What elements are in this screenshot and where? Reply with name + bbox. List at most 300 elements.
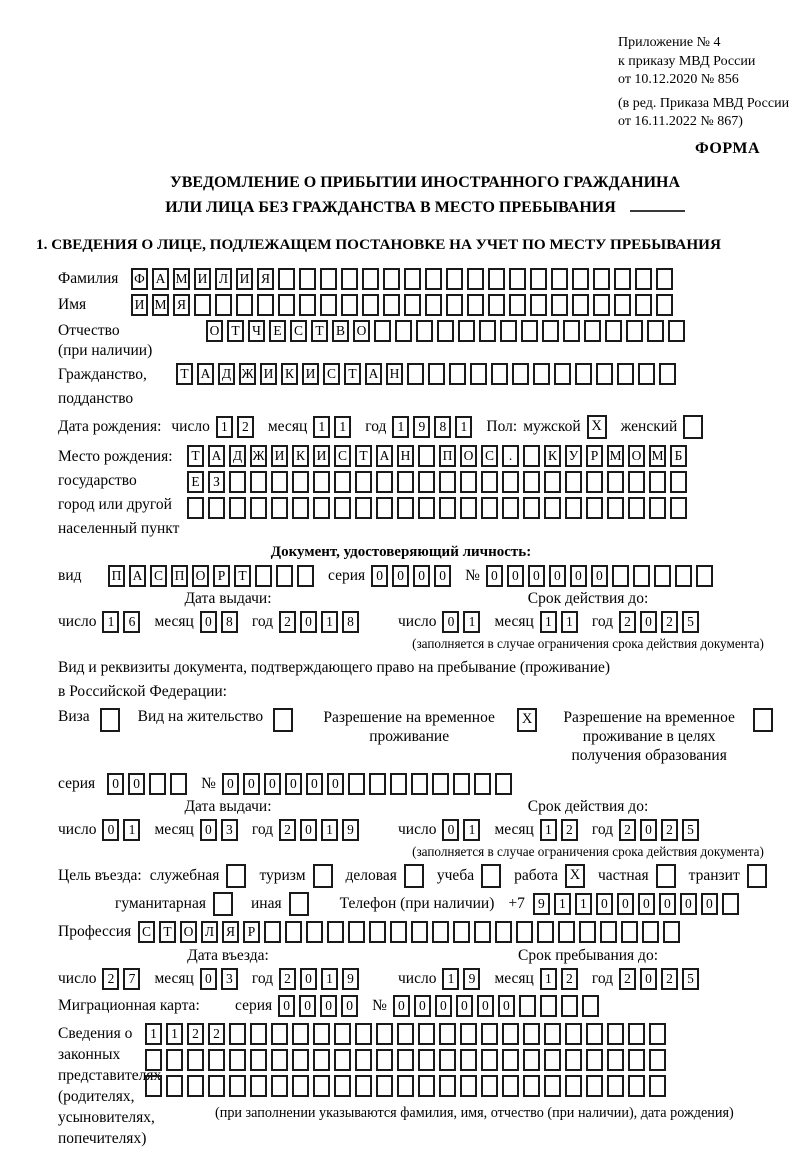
char-cell[interactable] bbox=[544, 471, 561, 493]
char-cell[interactable]: Л bbox=[215, 268, 232, 290]
char-cell[interactable]: О bbox=[180, 921, 197, 943]
char-cell[interactable] bbox=[575, 363, 592, 385]
phone-input[interactable] bbox=[533, 893, 743, 915]
char-cell[interactable] bbox=[320, 268, 337, 290]
char-cell[interactable] bbox=[439, 471, 456, 493]
stay-year-input[interactable] bbox=[619, 968, 703, 990]
char-cell[interactable] bbox=[488, 268, 505, 290]
char-cell[interactable]: А bbox=[197, 363, 214, 385]
char-cell[interactable] bbox=[586, 471, 603, 493]
char-cell[interactable]: 1 bbox=[442, 968, 459, 990]
char-cell[interactable] bbox=[348, 773, 365, 795]
char-cell[interactable] bbox=[696, 565, 713, 587]
char-cell[interactable]: Я bbox=[257, 268, 274, 290]
char-cell[interactable]: Т bbox=[159, 921, 176, 943]
char-cell[interactable] bbox=[313, 1049, 330, 1071]
char-cell[interactable]: 0 bbox=[596, 893, 613, 915]
char-cell[interactable] bbox=[544, 1075, 561, 1097]
char-cell[interactable]: 5 bbox=[682, 819, 699, 841]
char-cell[interactable] bbox=[586, 1023, 603, 1045]
char-cell[interactable] bbox=[638, 363, 655, 385]
title-blank-underline[interactable] bbox=[630, 197, 685, 212]
char-cell[interactable]: 0 bbox=[434, 565, 451, 587]
char-cell[interactable] bbox=[509, 268, 526, 290]
char-cell[interactable] bbox=[607, 1049, 624, 1071]
purpose-study-checkbox[interactable] bbox=[481, 864, 505, 888]
char-cell[interactable] bbox=[411, 773, 428, 795]
representatives-input-row1[interactable] bbox=[145, 1023, 734, 1045]
char-cell[interactable]: 9 bbox=[342, 819, 359, 841]
char-cell[interactable] bbox=[491, 363, 508, 385]
char-cell[interactable] bbox=[481, 471, 498, 493]
given-name-input[interactable] bbox=[131, 294, 677, 316]
char-cell[interactable] bbox=[334, 1075, 351, 1097]
char-cell[interactable]: Ч bbox=[248, 320, 265, 342]
char-cell[interactable]: 1 bbox=[313, 416, 330, 438]
permit-issue-month-input[interactable] bbox=[200, 819, 242, 841]
char-cell[interactable] bbox=[439, 1023, 456, 1045]
char-cell[interactable]: Р bbox=[586, 445, 603, 467]
char-cell[interactable] bbox=[432, 921, 449, 943]
sex-female-checkbox[interactable] bbox=[683, 415, 707, 439]
char-cell[interactable] bbox=[264, 921, 281, 943]
char-cell[interactable] bbox=[617, 363, 634, 385]
char-cell[interactable]: 1 bbox=[321, 819, 338, 841]
permit-issue-year-input[interactable] bbox=[279, 819, 363, 841]
migration-number-input[interactable] bbox=[393, 995, 603, 1017]
char-cell[interactable]: 0 bbox=[680, 893, 697, 915]
char-cell[interactable]: Н bbox=[386, 363, 403, 385]
char-cell[interactable]: К bbox=[281, 363, 298, 385]
char-cell[interactable]: 1 bbox=[554, 893, 571, 915]
char-cell[interactable] bbox=[495, 921, 512, 943]
char-cell[interactable]: 1 bbox=[321, 611, 338, 633]
char-cell[interactable] bbox=[467, 268, 484, 290]
residence-permit-checkbox[interactable] bbox=[273, 708, 297, 732]
char-cell[interactable]: 2 bbox=[279, 611, 296, 633]
char-cell[interactable]: Т bbox=[227, 320, 244, 342]
char-cell[interactable]: 8 bbox=[342, 611, 359, 633]
char-cell[interactable] bbox=[313, 1023, 330, 1045]
char-cell[interactable]: М bbox=[152, 294, 169, 316]
char-cell[interactable]: 0 bbox=[300, 611, 317, 633]
char-cell[interactable]: 0 bbox=[320, 995, 337, 1017]
char-cell[interactable]: С bbox=[150, 565, 167, 587]
char-cell[interactable] bbox=[383, 268, 400, 290]
permit-number-input[interactable] bbox=[222, 773, 516, 795]
char-cell[interactable] bbox=[439, 497, 456, 519]
char-cell[interactable] bbox=[628, 1049, 645, 1071]
char-cell[interactable]: 1 bbox=[455, 416, 472, 438]
purpose-tourism-checkbox[interactable] bbox=[313, 864, 337, 888]
char-cell[interactable]: 0 bbox=[640, 611, 657, 633]
char-cell[interactable] bbox=[170, 773, 187, 795]
char-cell[interactable] bbox=[428, 363, 445, 385]
char-cell[interactable] bbox=[537, 921, 554, 943]
char-cell[interactable]: 2 bbox=[102, 968, 119, 990]
permit-issue-day-input[interactable] bbox=[102, 819, 144, 841]
char-cell[interactable] bbox=[355, 1023, 372, 1045]
char-cell[interactable]: 9 bbox=[463, 968, 480, 990]
char-cell[interactable] bbox=[561, 995, 578, 1017]
profession-input[interactable] bbox=[138, 921, 684, 943]
char-cell[interactable]: 0 bbox=[102, 819, 119, 841]
temp-permit-checkbox[interactable] bbox=[517, 708, 541, 732]
char-cell[interactable] bbox=[542, 320, 559, 342]
char-cell[interactable]: 2 bbox=[619, 819, 636, 841]
migration-series-input[interactable] bbox=[278, 995, 362, 1017]
char-cell[interactable]: 0 bbox=[200, 611, 217, 633]
char-cell[interactable] bbox=[446, 268, 463, 290]
char-cell[interactable] bbox=[659, 363, 676, 385]
char-cell[interactable]: 0 bbox=[456, 995, 473, 1017]
passport-valid-day-input[interactable] bbox=[442, 611, 484, 633]
char-cell[interactable]: И bbox=[194, 268, 211, 290]
char-cell[interactable] bbox=[278, 268, 295, 290]
char-cell[interactable]: 1 bbox=[216, 416, 233, 438]
char-cell[interactable]: 0 bbox=[640, 819, 657, 841]
char-cell[interactable] bbox=[257, 294, 274, 316]
visa-checkbox[interactable] bbox=[100, 708, 124, 732]
char-cell[interactable]: 2 bbox=[208, 1023, 225, 1045]
char-cell[interactable] bbox=[418, 1075, 435, 1097]
char-cell[interactable] bbox=[633, 565, 650, 587]
char-cell[interactable] bbox=[470, 363, 487, 385]
char-cell[interactable]: 0 bbox=[570, 565, 587, 587]
char-cell[interactable] bbox=[313, 864, 333, 888]
char-cell[interactable]: X bbox=[565, 864, 585, 888]
char-cell[interactable] bbox=[208, 1049, 225, 1071]
char-cell[interactable]: 1 bbox=[166, 1023, 183, 1045]
char-cell[interactable] bbox=[348, 921, 365, 943]
char-cell[interactable] bbox=[481, 497, 498, 519]
char-cell[interactable] bbox=[614, 294, 631, 316]
char-cell[interactable] bbox=[166, 1049, 183, 1071]
char-cell[interactable] bbox=[374, 320, 391, 342]
char-cell[interactable]: О bbox=[192, 565, 209, 587]
permit-valid-month-input[interactable] bbox=[540, 819, 582, 841]
char-cell[interactable] bbox=[383, 294, 400, 316]
char-cell[interactable] bbox=[453, 773, 470, 795]
char-cell[interactable] bbox=[276, 565, 293, 587]
char-cell[interactable] bbox=[313, 497, 330, 519]
char-cell[interactable] bbox=[675, 565, 692, 587]
char-cell[interactable]: М bbox=[649, 445, 666, 467]
stay-month-input[interactable] bbox=[540, 968, 582, 990]
char-cell[interactable] bbox=[250, 1049, 267, 1071]
char-cell[interactable]: 0 bbox=[549, 565, 566, 587]
char-cell[interactable]: 1 bbox=[463, 819, 480, 841]
char-cell[interactable] bbox=[416, 320, 433, 342]
doc-number-input[interactable] bbox=[486, 565, 717, 587]
char-cell[interactable] bbox=[355, 1049, 372, 1071]
char-cell[interactable]: Т bbox=[311, 320, 328, 342]
char-cell[interactable] bbox=[628, 497, 645, 519]
char-cell[interactable] bbox=[355, 471, 372, 493]
char-cell[interactable] bbox=[271, 497, 288, 519]
purpose-other-checkbox[interactable] bbox=[289, 892, 313, 916]
char-cell[interactable]: 0 bbox=[507, 565, 524, 587]
char-cell[interactable]: 1 bbox=[145, 1023, 162, 1045]
char-cell[interactable]: 0 bbox=[477, 995, 494, 1017]
char-cell[interactable]: 1 bbox=[561, 611, 578, 633]
char-cell[interactable] bbox=[369, 921, 386, 943]
char-cell[interactable] bbox=[523, 445, 540, 467]
char-cell[interactable] bbox=[250, 1075, 267, 1097]
citizenship-input[interactable] bbox=[176, 363, 680, 385]
char-cell[interactable] bbox=[334, 1023, 351, 1045]
passport-issue-month-input[interactable] bbox=[200, 611, 242, 633]
char-cell[interactable]: У bbox=[565, 445, 582, 467]
char-cell[interactable] bbox=[376, 497, 393, 519]
char-cell[interactable]: 9 bbox=[533, 893, 550, 915]
char-cell[interactable]: 2 bbox=[561, 968, 578, 990]
char-cell[interactable]: И bbox=[131, 294, 148, 316]
char-cell[interactable] bbox=[187, 497, 204, 519]
char-cell[interactable]: Б bbox=[670, 445, 687, 467]
char-cell[interactable] bbox=[432, 773, 449, 795]
char-cell[interactable]: 1 bbox=[321, 968, 338, 990]
char-cell[interactable]: 0 bbox=[107, 773, 124, 795]
char-cell[interactable] bbox=[145, 1075, 162, 1097]
char-cell[interactable] bbox=[509, 294, 526, 316]
char-cell[interactable] bbox=[628, 471, 645, 493]
char-cell[interactable]: И bbox=[313, 445, 330, 467]
char-cell[interactable] bbox=[612, 565, 629, 587]
char-cell[interactable] bbox=[292, 497, 309, 519]
char-cell[interactable]: 0 bbox=[128, 773, 145, 795]
char-cell[interactable] bbox=[530, 294, 547, 316]
char-cell[interactable] bbox=[404, 268, 421, 290]
char-cell[interactable]: 0 bbox=[414, 995, 431, 1017]
char-cell[interactable] bbox=[362, 294, 379, 316]
char-cell[interactable]: 3 bbox=[221, 819, 238, 841]
char-cell[interactable] bbox=[649, 1023, 666, 1045]
char-cell[interactable] bbox=[628, 1023, 645, 1045]
char-cell[interactable] bbox=[376, 1023, 393, 1045]
passport-valid-year-input[interactable] bbox=[619, 611, 703, 633]
char-cell[interactable] bbox=[722, 893, 739, 915]
char-cell[interactable]: 0 bbox=[498, 995, 515, 1017]
permit-series-input[interactable] bbox=[107, 773, 191, 795]
char-cell[interactable] bbox=[208, 497, 225, 519]
entry-day-input[interactable] bbox=[102, 968, 144, 990]
char-cell[interactable]: 0 bbox=[486, 565, 503, 587]
passport-issue-year-input[interactable] bbox=[279, 611, 363, 633]
char-cell[interactable] bbox=[355, 497, 372, 519]
char-cell[interactable]: Т bbox=[187, 445, 204, 467]
entry-month-input[interactable] bbox=[200, 968, 242, 990]
passport-issue-day-input[interactable] bbox=[102, 611, 144, 633]
char-cell[interactable]: X bbox=[517, 708, 537, 732]
representatives-input-row2[interactable] bbox=[145, 1049, 734, 1071]
char-cell[interactable] bbox=[236, 294, 253, 316]
char-cell[interactable] bbox=[530, 268, 547, 290]
char-cell[interactable]: 0 bbox=[306, 773, 323, 795]
char-cell[interactable] bbox=[565, 1023, 582, 1045]
char-cell[interactable] bbox=[208, 1075, 225, 1097]
char-cell[interactable] bbox=[621, 921, 638, 943]
char-cell[interactable]: С bbox=[334, 445, 351, 467]
birth-month-input[interactable] bbox=[313, 416, 355, 438]
char-cell[interactable]: 6 bbox=[123, 611, 140, 633]
char-cell[interactable]: А bbox=[129, 565, 146, 587]
char-cell[interactable] bbox=[229, 497, 246, 519]
birth-year-input[interactable] bbox=[392, 416, 476, 438]
char-cell[interactable]: О bbox=[460, 445, 477, 467]
char-cell[interactable] bbox=[390, 921, 407, 943]
char-cell[interactable] bbox=[481, 1075, 498, 1097]
char-cell[interactable]: Е bbox=[187, 471, 204, 493]
char-cell[interactable]: А bbox=[365, 363, 382, 385]
char-cell[interactable]: И bbox=[260, 363, 277, 385]
char-cell[interactable] bbox=[460, 1049, 477, 1071]
char-cell[interactable]: Е bbox=[269, 320, 286, 342]
char-cell[interactable] bbox=[187, 1049, 204, 1071]
purpose-private-checkbox[interactable] bbox=[656, 864, 680, 888]
char-cell[interactable]: 0 bbox=[435, 995, 452, 1017]
char-cell[interactable]: А bbox=[376, 445, 393, 467]
char-cell[interactable]: С bbox=[138, 921, 155, 943]
char-cell[interactable] bbox=[255, 565, 272, 587]
char-cell[interactable] bbox=[551, 294, 568, 316]
char-cell[interactable] bbox=[495, 773, 512, 795]
permit-valid-day-input[interactable] bbox=[442, 819, 484, 841]
char-cell[interactable] bbox=[229, 1049, 246, 1071]
char-cell[interactable] bbox=[481, 864, 501, 888]
char-cell[interactable] bbox=[519, 995, 536, 1017]
char-cell[interactable]: С bbox=[323, 363, 340, 385]
char-cell[interactable]: 0 bbox=[638, 893, 655, 915]
char-cell[interactable]: З bbox=[208, 471, 225, 493]
char-cell[interactable] bbox=[250, 497, 267, 519]
char-cell[interactable] bbox=[273, 708, 293, 732]
char-cell[interactable] bbox=[523, 1023, 540, 1045]
purpose-work-checkbox[interactable] bbox=[565, 864, 589, 888]
char-cell[interactable]: 0 bbox=[442, 819, 459, 841]
char-cell[interactable]: 0 bbox=[264, 773, 281, 795]
char-cell[interactable] bbox=[649, 497, 666, 519]
char-cell[interactable] bbox=[565, 497, 582, 519]
char-cell[interactable] bbox=[215, 294, 232, 316]
char-cell[interactable] bbox=[292, 1075, 309, 1097]
char-cell[interactable] bbox=[271, 1075, 288, 1097]
char-cell[interactable] bbox=[582, 995, 599, 1017]
char-cell[interactable] bbox=[299, 294, 316, 316]
char-cell[interactable] bbox=[299, 268, 316, 290]
char-cell[interactable]: 2 bbox=[661, 611, 678, 633]
char-cell[interactable] bbox=[460, 1075, 477, 1097]
char-cell[interactable] bbox=[341, 294, 358, 316]
char-cell[interactable] bbox=[544, 497, 561, 519]
char-cell[interactable] bbox=[250, 1023, 267, 1045]
char-cell[interactable] bbox=[558, 921, 575, 943]
char-cell[interactable]: 2 bbox=[279, 819, 296, 841]
char-cell[interactable] bbox=[544, 1023, 561, 1045]
char-cell[interactable] bbox=[474, 921, 491, 943]
char-cell[interactable]: 0 bbox=[371, 565, 388, 587]
char-cell[interactable] bbox=[376, 471, 393, 493]
char-cell[interactable] bbox=[100, 708, 120, 732]
char-cell[interactable] bbox=[397, 471, 414, 493]
char-cell[interactable]: Т bbox=[344, 363, 361, 385]
char-cell[interactable] bbox=[540, 995, 557, 1017]
char-cell[interactable] bbox=[628, 1075, 645, 1097]
passport-valid-month-input[interactable] bbox=[540, 611, 582, 633]
char-cell[interactable] bbox=[656, 864, 676, 888]
char-cell[interactable] bbox=[446, 294, 463, 316]
char-cell[interactable]: 8 bbox=[221, 611, 238, 633]
char-cell[interactable]: X bbox=[587, 415, 607, 439]
birth-day-input[interactable] bbox=[216, 416, 258, 438]
char-cell[interactable] bbox=[502, 1023, 519, 1045]
char-cell[interactable] bbox=[250, 471, 267, 493]
char-cell[interactable] bbox=[747, 864, 767, 888]
char-cell[interactable] bbox=[404, 294, 421, 316]
char-cell[interactable] bbox=[453, 921, 470, 943]
char-cell[interactable] bbox=[502, 497, 519, 519]
char-cell[interactable]: 0 bbox=[659, 893, 676, 915]
char-cell[interactable] bbox=[626, 320, 643, 342]
char-cell[interactable]: 9 bbox=[342, 968, 359, 990]
char-cell[interactable] bbox=[683, 415, 703, 439]
char-cell[interactable]: Я bbox=[173, 294, 190, 316]
char-cell[interactable] bbox=[605, 320, 622, 342]
char-cell[interactable] bbox=[584, 320, 601, 342]
char-cell[interactable]: 0 bbox=[640, 968, 657, 990]
char-cell[interactable] bbox=[289, 892, 309, 916]
char-cell[interactable] bbox=[292, 471, 309, 493]
char-cell[interactable] bbox=[418, 497, 435, 519]
char-cell[interactable] bbox=[753, 708, 773, 732]
char-cell[interactable] bbox=[512, 363, 529, 385]
char-cell[interactable]: 0 bbox=[392, 565, 409, 587]
char-cell[interactable] bbox=[437, 320, 454, 342]
char-cell[interactable] bbox=[551, 268, 568, 290]
char-cell[interactable] bbox=[521, 320, 538, 342]
char-cell[interactable] bbox=[607, 1075, 624, 1097]
char-cell[interactable]: П bbox=[439, 445, 456, 467]
char-cell[interactable] bbox=[390, 773, 407, 795]
char-cell[interactable] bbox=[397, 1049, 414, 1071]
char-cell[interactable] bbox=[565, 1049, 582, 1071]
char-cell[interactable]: 5 bbox=[682, 611, 699, 633]
char-cell[interactable]: Ж bbox=[239, 363, 256, 385]
char-cell[interactable] bbox=[523, 471, 540, 493]
char-cell[interactable] bbox=[593, 268, 610, 290]
stay-day-input[interactable] bbox=[442, 968, 484, 990]
char-cell[interactable]: П bbox=[171, 565, 188, 587]
char-cell[interactable]: 3 bbox=[221, 968, 238, 990]
char-cell[interactable] bbox=[523, 497, 540, 519]
char-cell[interactable] bbox=[341, 268, 358, 290]
char-cell[interactable] bbox=[369, 773, 386, 795]
char-cell[interactable]: . bbox=[502, 445, 519, 467]
char-cell[interactable] bbox=[229, 1023, 246, 1045]
char-cell[interactable]: 0 bbox=[300, 819, 317, 841]
char-cell[interactable] bbox=[607, 471, 624, 493]
char-cell[interactable] bbox=[397, 497, 414, 519]
temp-permit-edu-checkbox[interactable] bbox=[753, 708, 777, 732]
char-cell[interactable]: 2 bbox=[661, 819, 678, 841]
char-cell[interactable] bbox=[565, 1075, 582, 1097]
char-cell[interactable] bbox=[579, 921, 596, 943]
patronymic-input[interactable] bbox=[206, 320, 689, 342]
purpose-official-checkbox[interactable] bbox=[226, 864, 250, 888]
char-cell[interactable] bbox=[647, 320, 664, 342]
char-cell[interactable]: 0 bbox=[341, 995, 358, 1017]
char-cell[interactable] bbox=[395, 320, 412, 342]
